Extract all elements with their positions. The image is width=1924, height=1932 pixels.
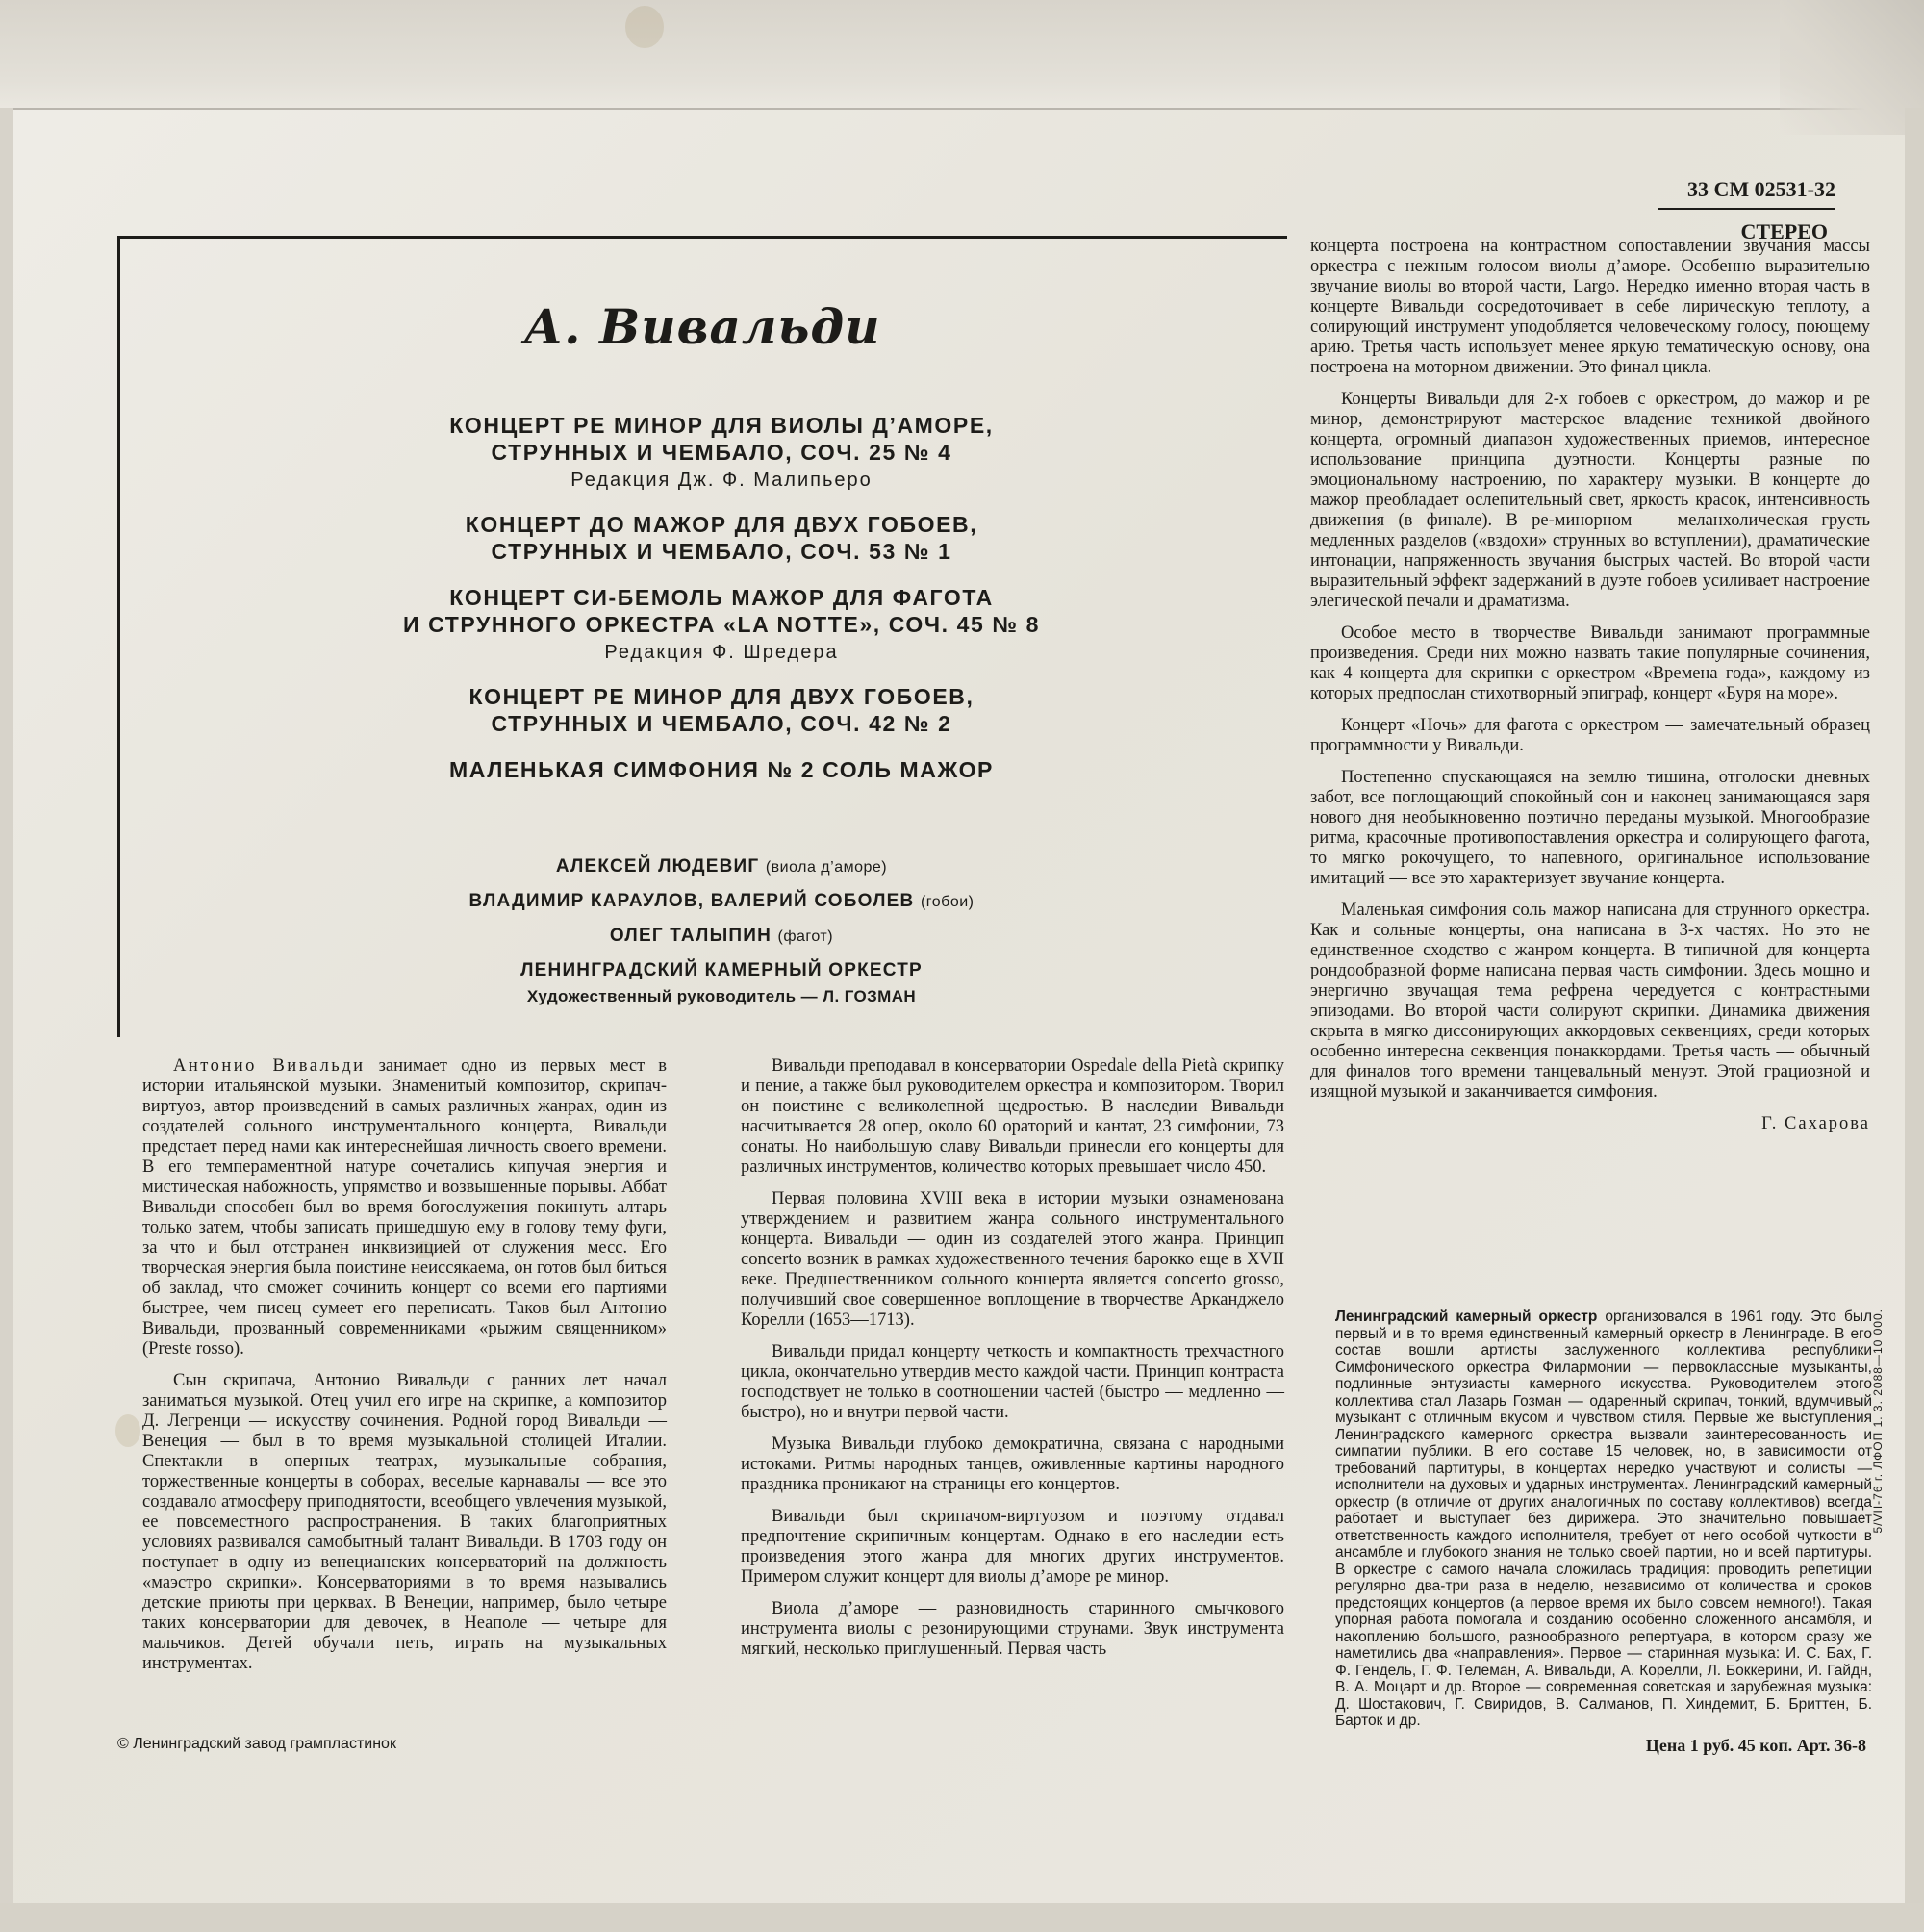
performer-role: (виола д’аморе) — [765, 859, 888, 876]
orchestra-info-text: организовался в 1961 году. Это был первый и в то время единственный камерный оркестр в Ленинграде. В его состав вошли артисты заслуженного коллектива республики Симфонического оркестра Филармонии — первоклассные музыканты, подлинные энтузиасты камерного искусства. Руководителем этого коллектива стал Лазарь Гозман — одаренный скрипач, тонкий, вдумчивый музыкант с отличным вкусом и чувством стиля. Первые же выступления Ленинградского камерного оркестра вызвали заинтересованность и симпатии публики. В его составе 15 человек, но, в зависимости от требований партитуры, в концертах нередко участвуют и солисты — исполнители на духовых и ударных инструментах. Ленинградский камерный оркестр (в отличие от других аналогичных по составу коллективов) всегда работает и выступает без дирижера. Это значительно повышает ответственность каждого исполнителя, требует от него особой чуткости в ансамбле и глубокого знания не только своей партии, но и всей партитуры. В оркестре с самого начала сложилась традиция: проводить репетиции регулярно два-три раза в неделю, независимо от количества и сроков предстоящих концертов (а первое время их было совсем немного!). Такая упорная работа помогала и созданию особенно сложенного ансамбля, и накоплению большого, разнообразного репертуара, в котором сразу же наметились два «направления». Первое — старинная музыка: И. С. Бах, Г. Ф. Гендель, Г. Ф. Телеман, А. Вивальди, А. Корелли, Л. Боккерини, И. Гайдн, В. А. Моцарт и др. Второе — современная советская и зарубежная музыка: Д. Шостакович, Г. Свиридов, В. Салманов, П. Хиндемит, Б. Бриттен, Б. Барток и др. — [1335, 1309, 1872, 1729]
frame-rule-top — [117, 236, 1287, 239]
paragraph: Вивальди преподавал в консерватории Ospedale della Pietà скрипку и пение, а также был руководителем оркестра и композитором. Творил он поистине с великолепной щедростью. В наследии Вивальди насчитывается 28 опер, около 60 ораторий и кантат, 23 симфонии, 73 сонаты. Но наибольшую славу Вивальди принесли его концерты для различных инструментов, количество которых превышает число 450. — [741, 1056, 1284, 1177]
works-list — [327, 412, 1116, 802]
performer-name: ОЛЕГ ТАЛЫПИН — [609, 926, 772, 946]
work-item — [327, 756, 1116, 783]
performer-name: ВЛАДИМИР КАРАУЛОВ, ВАЛЕРИЙ СОБОЛЕВ — [468, 891, 915, 911]
work-editor: Редакция Ф. Шредера — [604, 642, 839, 663]
performer — [327, 856, 1116, 877]
work-title-line: КОНЦЕРТ РЕ МИНОР ДЛЯ ДВУХ ГОБОЕВ, — [468, 684, 975, 709]
work-title-line: СТРУННЫХ И ЧЕМБАЛО, СОЧ. 53 № 1 — [491, 539, 952, 564]
paragraph: Виола д’аморе — разновидность старинного смычкового инструмента виолы с резонирующими струнами. Звук инструмента мягкий, несколько приглушенный. Первая часть — [741, 1599, 1284, 1659]
work-item — [327, 412, 1116, 492]
notes-column-1 — [142, 1056, 667, 1686]
composer-title: А. Вивальди — [523, 298, 881, 355]
right-edge — [1905, 108, 1924, 1932]
work-title-line: МАЛЕНЬКАЯ СИМФОНИЯ № 2 СОЛЬ МАЖОР — [448, 757, 995, 782]
performer-role: (фагот) — [777, 928, 834, 945]
frame-rule-left — [117, 236, 120, 1037]
orchestra-info-lead: Ленинградский камерный оркестр — [1335, 1309, 1598, 1325]
bottom-edge — [0, 1903, 1924, 1932]
work-title-line: СТРУННЫХ И ЧЕМБАЛО, СОЧ. 25 № 4 — [491, 440, 952, 465]
orchestra-name: ЛЕНИНГРАДСКИЙ КАМЕРНЫЙ ОРКЕСТР — [520, 960, 923, 980]
performers-list — [327, 856, 1116, 1020]
author-signature: Г. Сахарова — [1761, 1114, 1870, 1133]
work-editor: Редакция Дж. Ф. Малипьеро — [570, 470, 873, 491]
paragraph: Постепенно спускающаяся на землю тишина, отголоски дневных забот, все поглощающий спокойный сон и наконец занимающаяся заря нового дня необыкновенно поэтично переданы музыкой. Многообразие ритма, красочные противопоставления оркестра и солирующего фагота, то мягко рокочущего, то напевного, оригинальное использование имитаций — все это характеризует звучание концерта. — [1310, 768, 1870, 888]
stain — [115, 1414, 140, 1447]
paragraph: Сын скрипача, Антонио Вивальди с ранних лет начал заниматься музыкой. Отец учил его игре на скрипке, а композитор Д. Легренци — искусству сочинения. Родной город Вивальди — Венеция — был в то время музыкальной столицей Италии. Спектакли в оперных театрах, музыкальные собрания, торжественные концерты в соборах, веселые карнавалы — все это создавало атмосферу приподнятости, всеобщего увлечения музыкой, ее повсеместного распространения. В таких благоприятных условиях развивался самобытный талант Вивальди. В 1703 году он поступает в одну из венецианских консерваторий на должность «маэстро скрипки». Консерваториями в то время назывались детские приюты при церквах. В Венеции, например, было четыре таких консерватории для девочек, в Неаполе — четыре для мальчиков. Детей обучали петь, играть на музыкальных инструментах. — [142, 1371, 667, 1673]
paragraph: Вивальди придал концерту четкость и компактность трехчастного цикла, окончательно утвердив место каждой части. Принцип контраста господствует не только в соотношении частей (быстро — медленно — быстро), но и внутри первой части. — [741, 1342, 1284, 1422]
artistic-director: Художественный руководитель — Л. ГОЗМАН — [526, 987, 917, 1005]
work-title-line: СТРУННЫХ И ЧЕМБАЛО, СОЧ. 42 № 2 — [491, 711, 952, 736]
work-item — [327, 584, 1116, 664]
catalog-number: 33 СМ 02531-32 — [1658, 177, 1835, 210]
performer — [327, 891, 1116, 912]
work-title-line: И СТРУННОГО ОРКЕСТРА «LA NOTTE», СОЧ. 45 № 8 — [402, 612, 1041, 637]
performer-name: АЛЕКСЕЙ ЛЮДЕВИГ — [555, 856, 760, 877]
price-info: Цена 1 руб. 45 коп. Арт. 36-8 — [1645, 1736, 1866, 1755]
paragraph: Маленькая симфония соль мажор написана для струнного оркестра. Как и сольные концерты, она написана в 3-х частях. Но это не единственное сходство с жанром концерта. В типичной для концерта рондообразной форме написана первая часть симфонии. Здесь мощно и энергично звучащая тема рефрена чередуется с контрастными эпизодами. Во второй части солируют скрипки. Динамика движения скрыта в мягко диссонирующих аккордовых секвенциях, среди которых особенно интересна секвенция понаккордами. Третья часть — обычный для финалов того времени танцевальный менуэт. Этой грациозной и изящной музыкой и заканчивается симфония. — [1310, 901, 1870, 1102]
publisher-credit: © Ленинградский завод грампластинок — [117, 1736, 396, 1752]
performer-role: (гобои) — [920, 894, 975, 910]
orchestra-info — [1335, 1309, 1872, 1730]
notes-column-2 — [741, 1056, 1284, 1671]
work-title-line: КОНЦЕРТ ДО МАЖОР ДЛЯ ДВУХ ГОБОЕВ, — [465, 512, 978, 537]
top-fold — [0, 0, 1924, 110]
paragraph: Музыка Вивальди глубоко демократична, связана с народными истоками. Ритмы народных танцев, оживленные картины народного праздника проникают на страницы его концертов. — [741, 1435, 1284, 1494]
stain — [625, 6, 664, 48]
paragraph: Особое место в творчестве Вивальди занимают программные произведения. Среди них можно назвать такие популярные сочинения, как 4 концерта для скрипки с оркестром «Времена года», каждому из которых предпослан стихотворный эпиграф, концерт «Буря на море». — [1310, 623, 1870, 703]
paragraph: Первая половина XVIII века в истории музыки ознаменована утверждением и развитием жанра сольного инструментального концерта. Вивальди — один из создателей этого жанра. Принцип concerto возник в рамках художественного течения барокко еще в XVII веке. Предшественником сольного концерта является concerto grosso, получивший свое совершенное воплощение в творчестве Арканджело Корелли (1653—1713). — [741, 1189, 1284, 1330]
paragraph: Концерты Вивальди для 2-х гобоев с оркестром, до мажор и ре минор, демонстрируют мастерское владение техникой двойного концерта, огромный диапазон художественных приемов, интересное использование принципа дуэтности. Концерты разные по эмоциональному настроению, по характеру музыки. В концерте до мажор преобладает ослепительный свет, яркость красок, интенсивность движения (в финале). В ре-минорном — меланхолическая грусть медленных разделов («вздохи» струнных во вступлении), драматические интонации, напряженность звучания быстрых частей. Во второй части выразительный эффект задержаний в дуэте гобоев усиливает настроение элегической печали и драматизма. — [1310, 390, 1870, 611]
work-title-line: КОНЦЕРТ СИ-БЕМОЛЬ МАЖОР ДЛЯ ФАГОТА — [449, 585, 994, 610]
print-code: 5/VII-76 г. ЛФОП 1. 3. 2088—10 000. — [1871, 1309, 1885, 1534]
catalog-block — [1658, 177, 1835, 244]
stereo-label: СТЕРЕО — [1740, 219, 1828, 243]
work-item — [327, 683, 1116, 737]
paragraph-text: занимает одно из первых мест в истории итальянской музыки. Знаменитый композитор, скрипач-виртуоз, автор произведений в самых различных жанрах, один из создателей сольного инструментального концерта, Вивальди предстает перед нами как интереснейшая личность своего времени. В его темпераментной натуре сочетались кипучая энергия и мистическая набожность, упрямство и возвышенные порывы. Аббат Вивальди способен был во время богослужения покинуть алтарь только затем, чтобы записать пришедшую ему в голову тему фуги, за что и был отстранен инквизицией от служения месс. Его творческая энергия была поистине неиссякаема, он готов был биться об заклад, что сможет сочинить концерт со всеми его партиями быстрее, чем писец сумеет его переписать. Таков был Антонио Вивальди, прозванный современниками «рыжим священником» (Preste rosso). — [142, 1056, 667, 1359]
paragraph: Вивальди был скрипачом-виртуозом и поэтому отдавал предпочтение скрипичным концертам. Однако в его наследии есть произведения этого жанра для многих других инструментов. Примером служит концерт для виолы д’аморе ре минор. — [741, 1507, 1284, 1587]
work-title-line: КОНЦЕРТ РЕ МИНОР ДЛЯ ВИОЛЫ Д’АМОРЕ, — [449, 413, 994, 438]
paragraph: концерта построена на контрастном сопоставлении звучания массы оркестра с нежным голосом виолы д’аморе. Особенно выразительно звучание виолы во второй части, Largo. Нередко именно вторая часть в концерте Вивальди сосредоточивает в себе лирическую теплоту, а солирующий инструмент уподобляется человеческому голосу, поющему арию. Третья часть использует менее яркую тематическую основу, она построена на моторном движении. Это финал цикла. — [1310, 237, 1870, 377]
paragraph — [142, 1056, 667, 1360]
work-item — [327, 511, 1116, 565]
notes-column-3 — [1310, 237, 1870, 1134]
left-edge — [0, 108, 13, 1932]
lead-name: Антонио Вивальди — [173, 1056, 366, 1076]
performer — [327, 926, 1116, 947]
corner-fold — [1780, 0, 1924, 135]
paragraph: Концерт «Ночь» для фагота с оркестром — замечательный образец программности у Вивальди. — [1310, 716, 1870, 755]
